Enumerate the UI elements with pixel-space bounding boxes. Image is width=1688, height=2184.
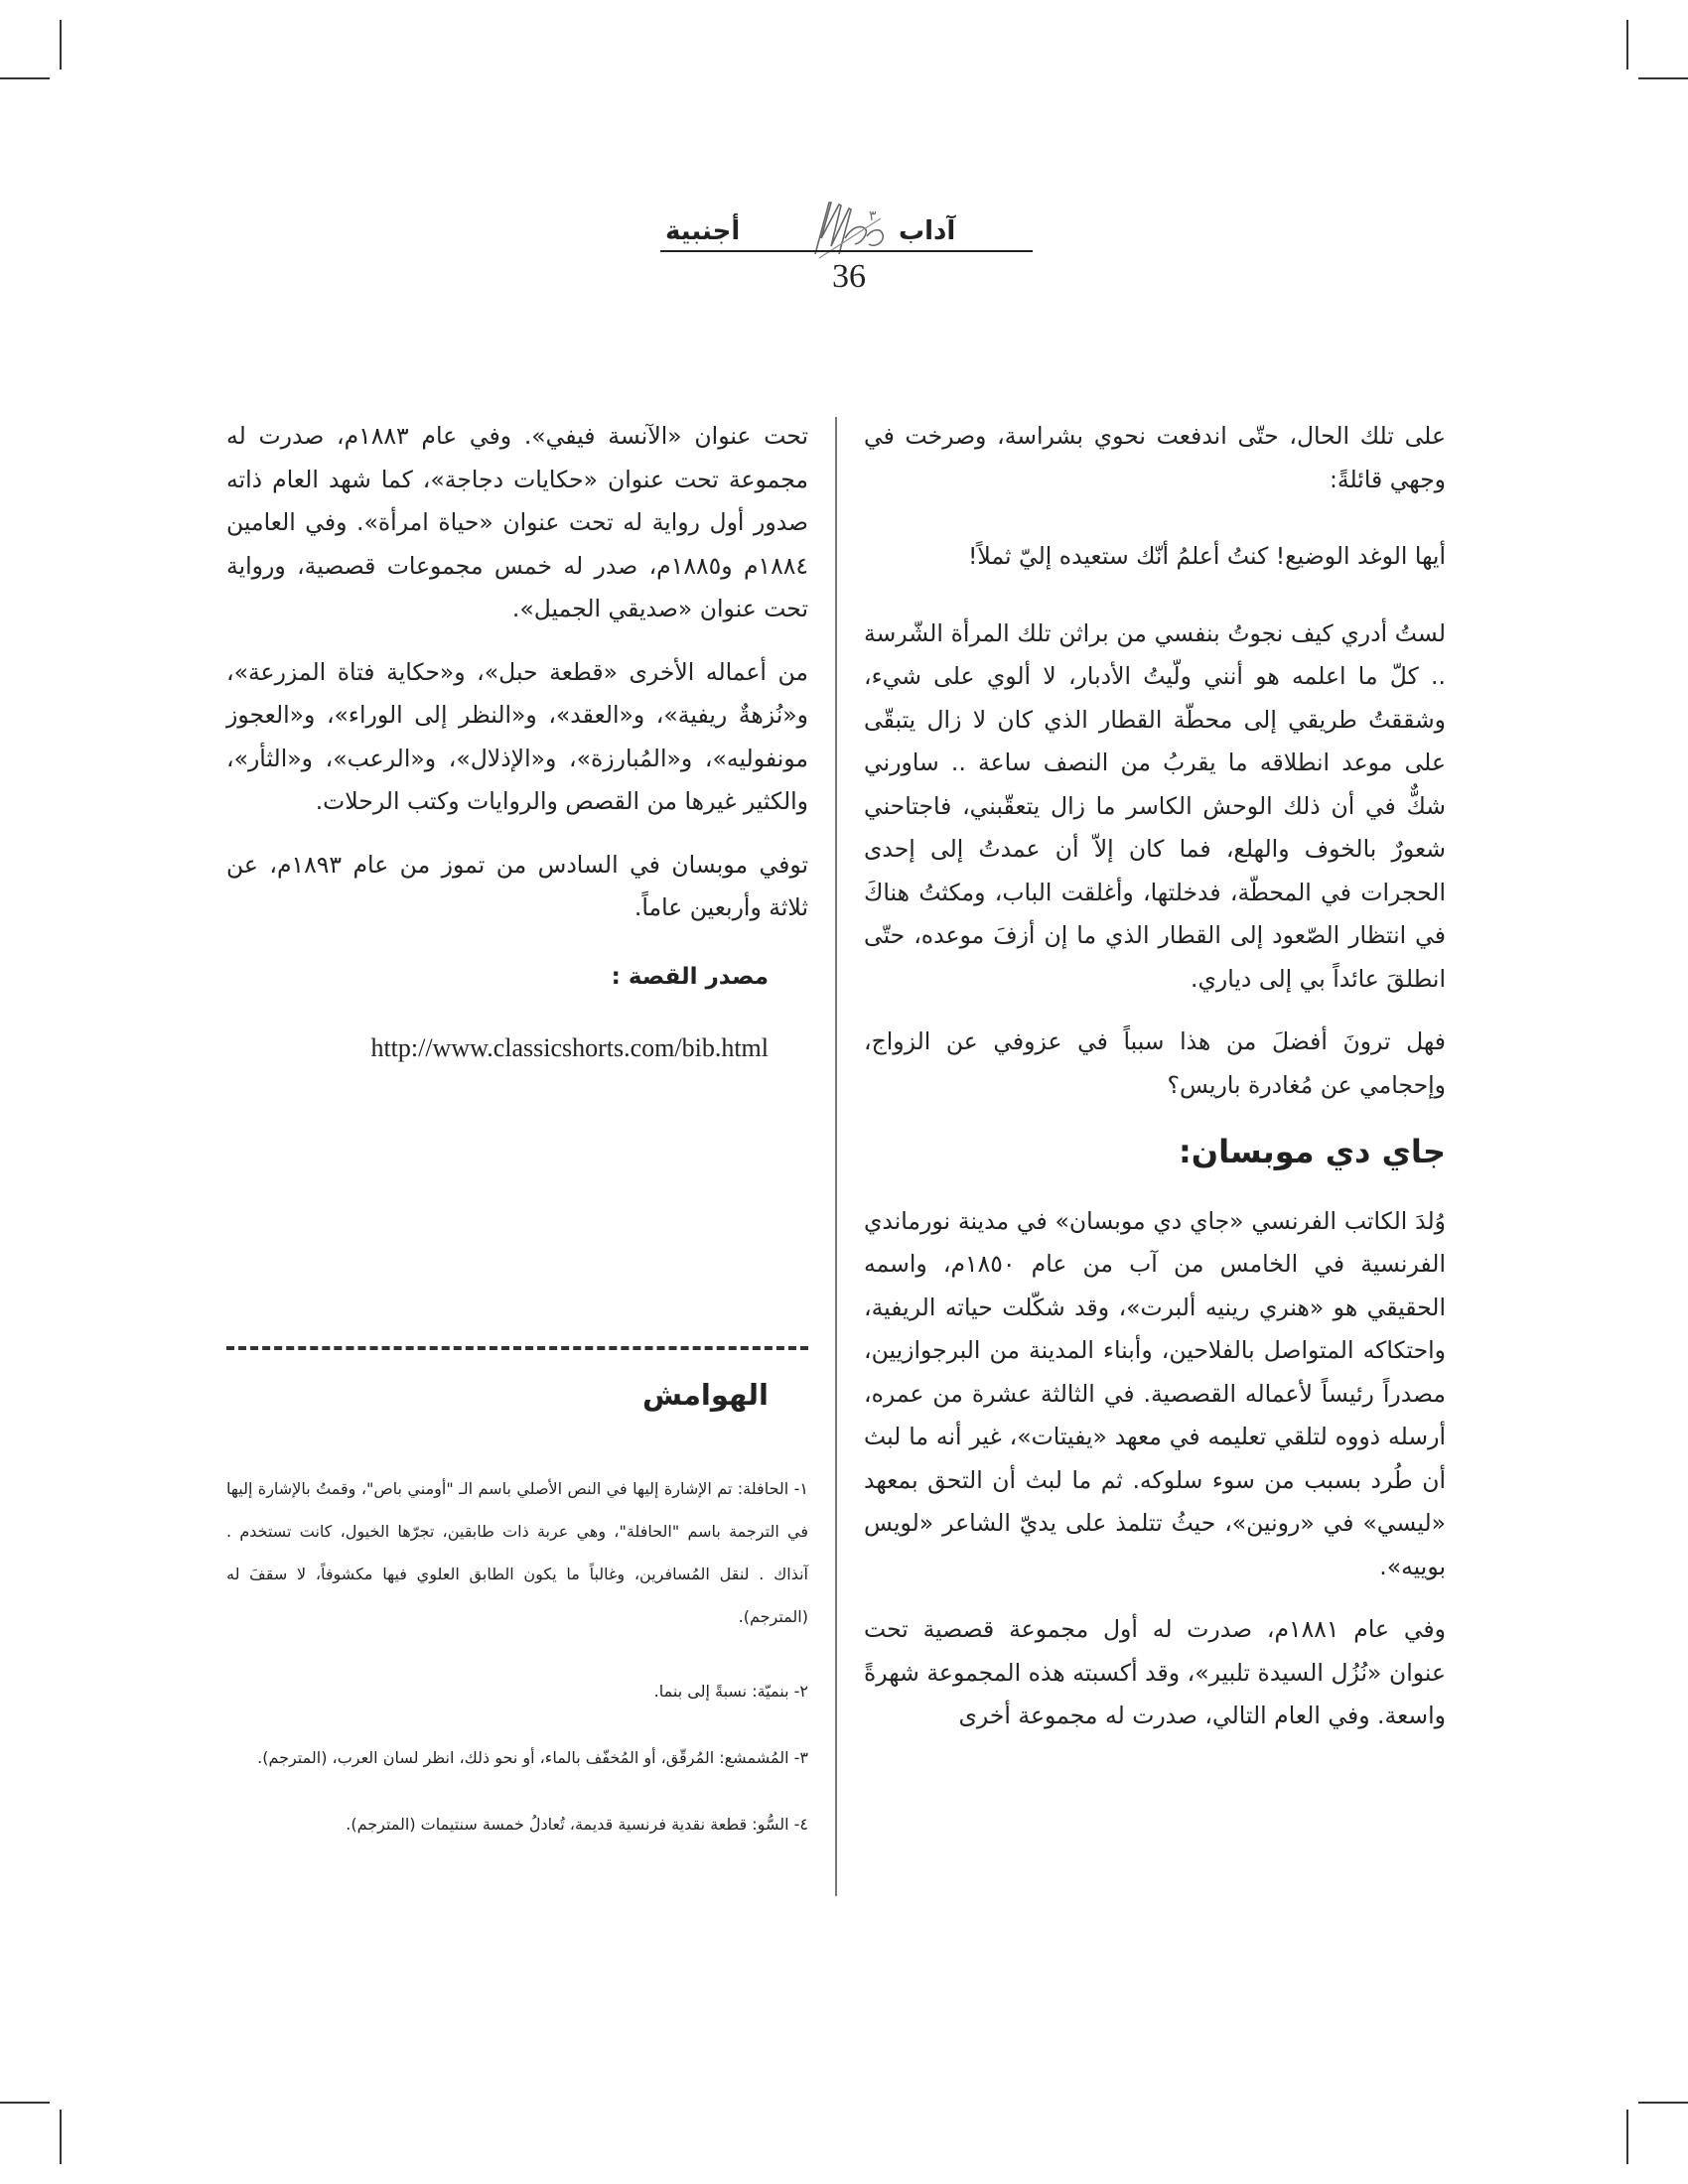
crop-mark: [1638, 2102, 1688, 2104]
column-divider: [835, 417, 837, 1896]
paragraph: تحت عنوان «الآنسة فيفي». وفي عام ١٨٨٣م، صدرت له مجموعة تحت عنوان «حكايات دجاجة»، كما شهد العام ذاته صدور أول رواية له تحت عنوان «حياة امرأة». وفي العامين ١٨٨٤م و١٨٨٥م، صدر له خمس مجموعات قصصية، ورواية تحت عنوان «صديقي الجميل».: [226, 422, 808, 622]
paragraph: وفي عام ١٨٨١م، صدرت له أول مجموعة قصصية تحت عنوان «نُزُل السيدة تلبير»، وقد أكسبته هذه المجموعة شهرةً واسعة. وفي العام التالي، صدرت له مجموعة أخرى: [864, 1615, 1447, 1729]
source-label: مصدر القصة :: [611, 963, 769, 990]
page-header: [635, 199, 1053, 308]
left-column: [226, 415, 808, 1070]
footnote-separator: [226, 1346, 808, 1350]
crop-mark: [1638, 77, 1688, 79]
header-section-left: أجنبية: [665, 216, 741, 246]
footnotes-list: [226, 1467, 808, 1869]
header-rule: [660, 250, 1033, 252]
quote: أيها الوغد الوضيع! كنتُ أعلمُ أنّك ستعيده إليّ ثملاً!: [968, 542, 1446, 570]
section-title: جاي دي موبسان:: [1178, 1133, 1446, 1170]
paragraph: لستُ أدري كيف نجوتُ بنفسي من براثن تلك المرأة الشّرسة .. كلّ ما اعلمه هو أنني ولّيتُ الأدبار، لا ألوي على شيء، وشققتُ طريقي إلى محطّة القطار الذي كان لا زال يتبقّى على موعد انطلاقه ما يقربُ من النصف ساعة .. ساورني شكٌّ في أن ذلك الوحش الكاسر ما زال يتعقّبني، فاجتاحني شعورٌ بالخوف والهلع، فما كان إلاّ أن عمدتُ إلى إحدى الحجرات في المحطّة، فدخلتها، وأغلقت الباب، ومكثتُ هناكَ في انتظار الصّعود إلى القطار الذي ما إن أزفَ موعده، حتّى انطلقَ عائداً بي إلى دياري.: [864, 618, 1446, 993]
paragraph: على تلك الحال، حتّى اندفعت نحوي بشراسة، وصرخت في وجهي قائلةً:: [864, 422, 1446, 493]
footnote: ٣- المُشمشع: المُرقّق، أو المُخفّف بالماء، أو نحو ذلك، انظر لسان العرب، (المترجم).: [257, 1748, 808, 1767]
right-column: [864, 415, 1446, 1738]
crop-mark: [60, 20, 62, 69]
paragraph: من أعماله الأخرى «قطعة حبل»، و«حكاية فتاة المزرعة»، و«نُزهةٌ ريفية»، و«العقد»، و«النظر إلى الوراء»، و«العجوز مونفوليه»، و«المُبارزة»، و«الإذلال»، و«الرعب»، و«الثأر»، والكثير غيرها من القصص والروايات وكتب الرحلات.: [226, 657, 808, 815]
footnote: ٢- بنميّة: نسبةً إلى بنما.: [653, 1682, 808, 1701]
crop-mark: [1626, 20, 1628, 69]
paragraph: وُلدَ الكاتب الفرنسي «جاي دي موبسان» في مدينة نورماندي الفرنسية في الخامس من آب من عام ١٨٥٠م، واسمه الحقيقي هو «هنري رينيه ألبرت»، وقد شكّلت حياته الريفية، واحتكاكه المتواصل بالفلاحين، وأبناء المدينة من البرجوازيين، مصدراً رئيساً لأعماله القصصية. في الثالثة عشرة من عمره، أرسله ذووه لتلقي تعليمه في معهد «يفيتات»، غير أنه ما لبث أن طُرد بسبب من سوء سلوكه. ثم ما لبث أن التحق بمعهد «ليسي» في «رونين»، حيثُ تتلمذ على يديّ الشاعر «لويس بوييه».: [864, 1206, 1446, 1580]
svg-text:٣: ٣: [869, 208, 877, 224]
crop-mark: [0, 77, 50, 79]
crop-mark: [60, 2110, 62, 2164]
footnote: ١- الحافلة: تم الإشارة إليها في النص الأصلي باسم الـ "أومني باص"، وقمتُ بالإشارة إليها في الترجمة باسم "الحافلة"، وهي عربة ذات طابقين، تجرّها الخيول، كانت تستخدم . آنذاك . لنقل المُسافرين، وغالباً ما يكون الطابق العلوي فيها مكشوفاً، لا سقفَ له (المترجم).: [226, 1479, 808, 1626]
header-section-right: آداب: [899, 216, 956, 246]
paragraph: فهل ترونَ أفضلَ من هذا سبباً في عزوفي عن الزواج، وإحجامي عن مُغادرة باريس؟: [864, 1027, 1446, 1099]
footnotes-title: الهوامش: [641, 1378, 769, 1412]
paragraph: توفي موبسان في السادس من تموز من عام ١٨٩٣م، عن ثلاثة وأربعين عاماً.: [226, 850, 808, 921]
page-number: 36: [832, 258, 866, 295]
crop-mark: [1626, 2110, 1628, 2164]
source-link[interactable]: http://www.classicshorts.com/bib.html: [370, 1033, 769, 1062]
footnote: ٤- السُّو: قطعة نقدية فرنسية قديمة، تُعادلُ خمسة سنتيمات (المترجم).: [346, 1815, 808, 1834]
crop-mark: [0, 2102, 50, 2104]
